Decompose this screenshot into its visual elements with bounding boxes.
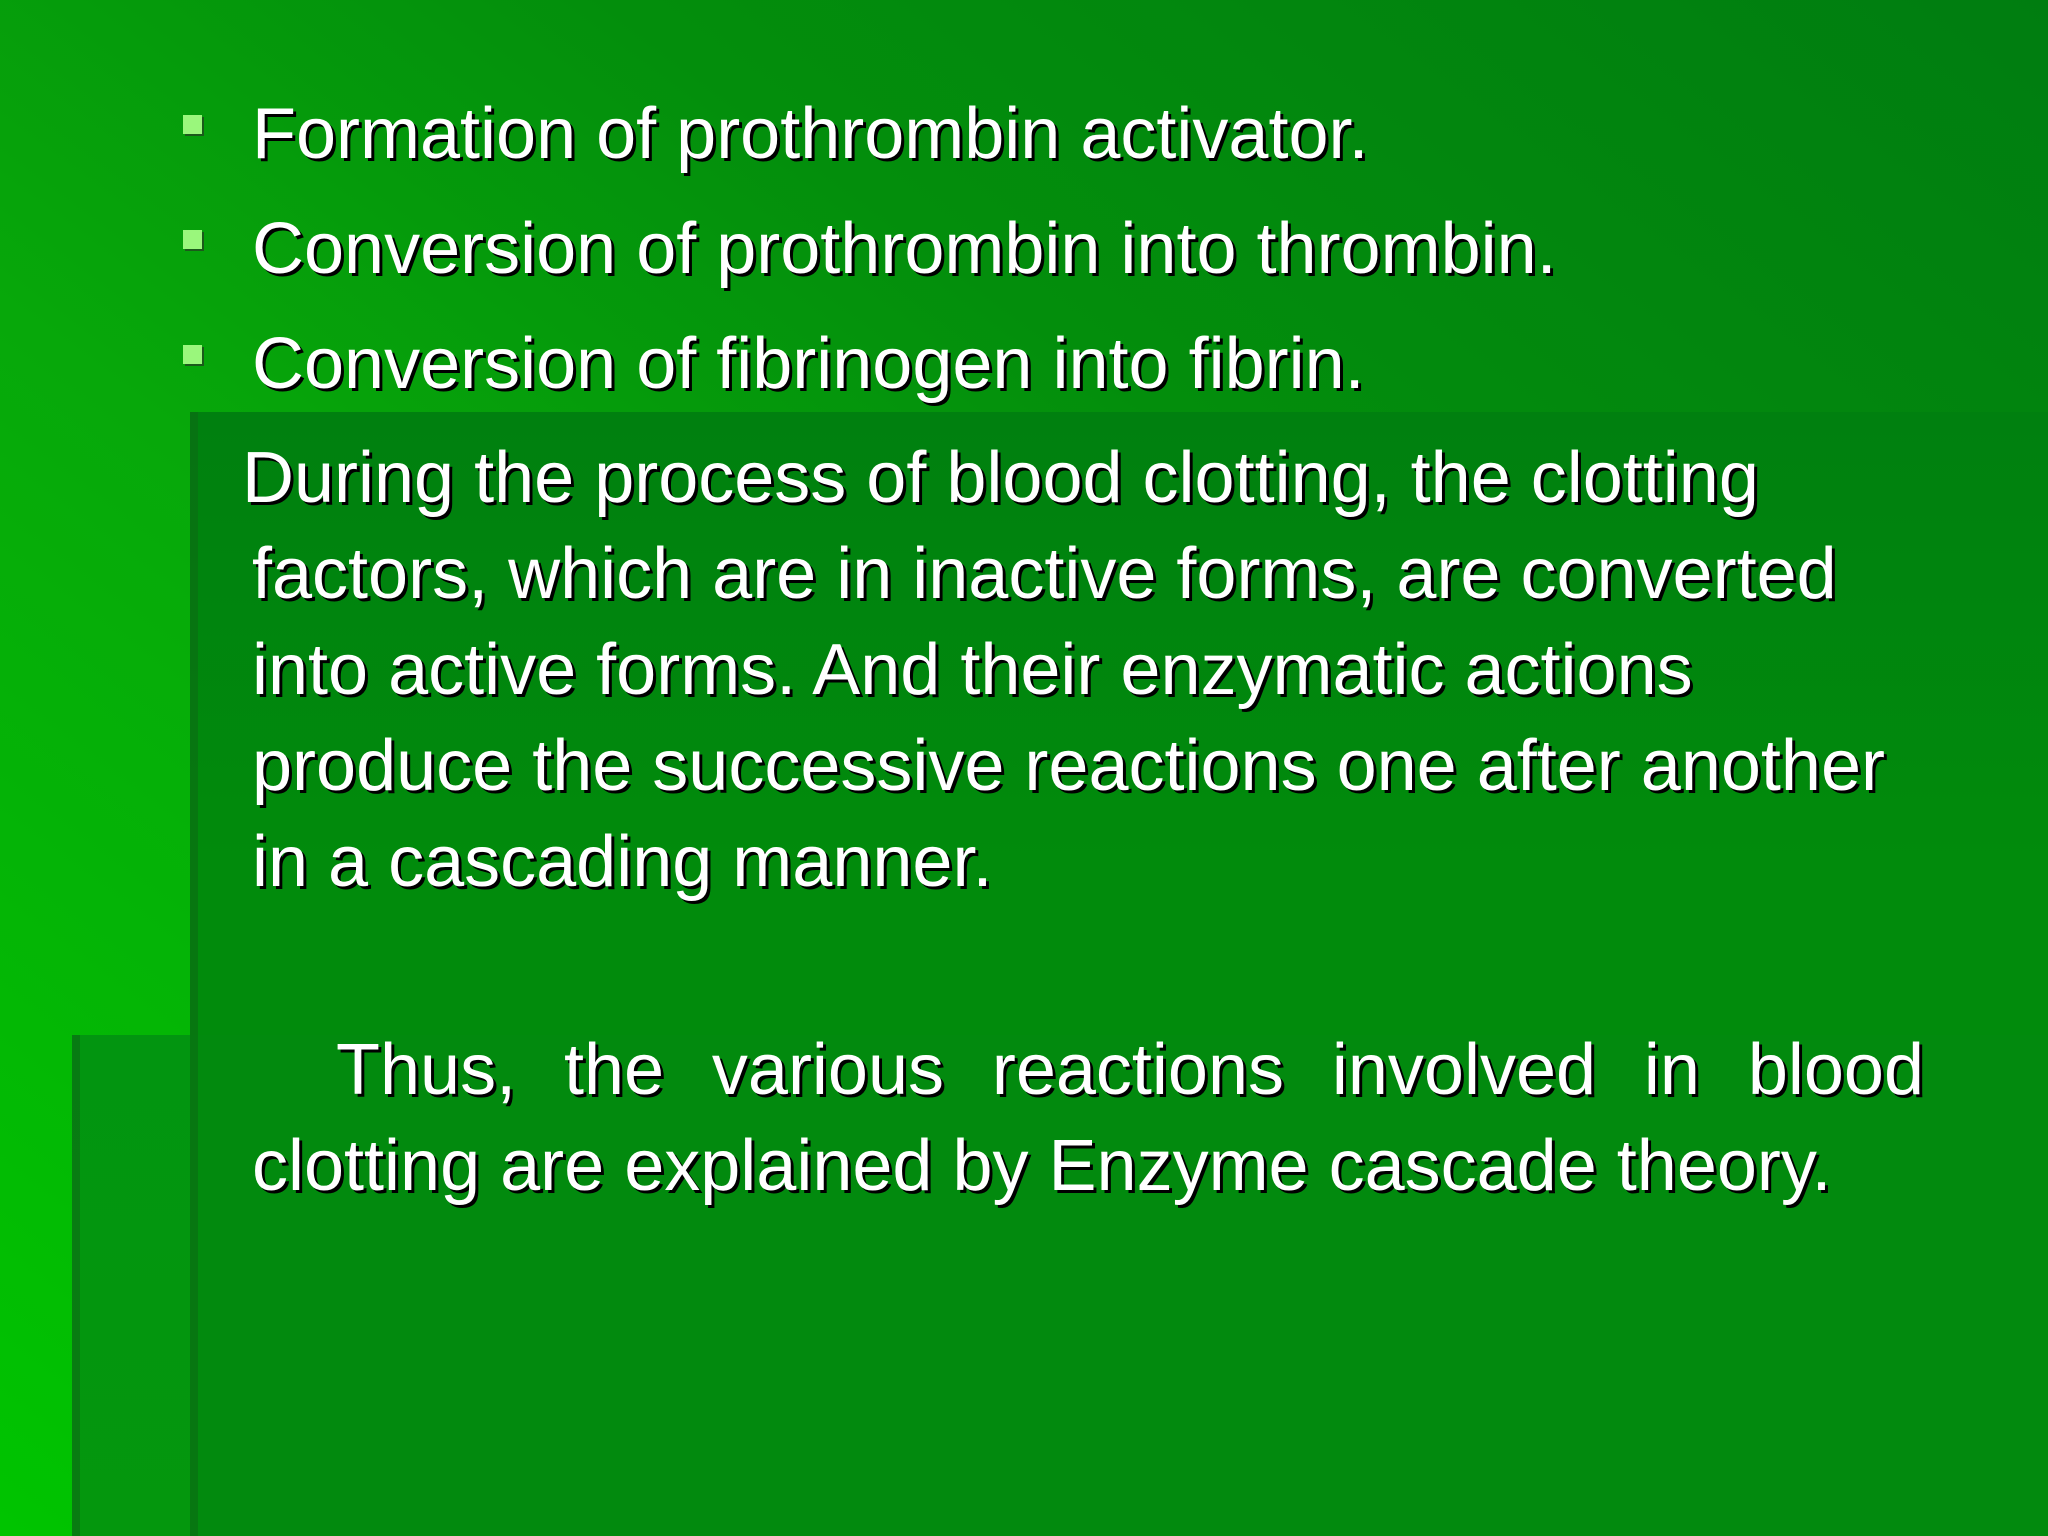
bullet-list [180, 90, 1557, 435]
bullet-text: Formation of prothrombin activator. [252, 94, 1369, 174]
background-band-outer [72, 1035, 190, 1536]
bullet-item [180, 90, 1557, 205]
bullet-text: Conversion of prothrombin into thrombin. [252, 209, 1557, 289]
explanation-first-line: During the process of blood clotting, the clotting [242, 438, 1759, 518]
square-bullet-icon [183, 345, 202, 364]
explanation-rest: factors, which are in inactive forms, are converted into active forms. And their enzymatic actions produce the successive reactions one after another in a cascading manner. [252, 534, 1885, 902]
square-bullet-icon [183, 115, 202, 134]
explanation-paragraph [242, 430, 1932, 910]
square-bullet-icon [183, 230, 202, 249]
bullet-item [180, 205, 1557, 320]
conclusion-paragraph: Thus, the various reactions involved in blood clotting are explained by Enzyme cascade theory. [252, 1030, 1924, 1206]
bullet-text: Conversion of fibrinogen into fibrin. [252, 324, 1365, 404]
bullet-item [180, 320, 1557, 435]
